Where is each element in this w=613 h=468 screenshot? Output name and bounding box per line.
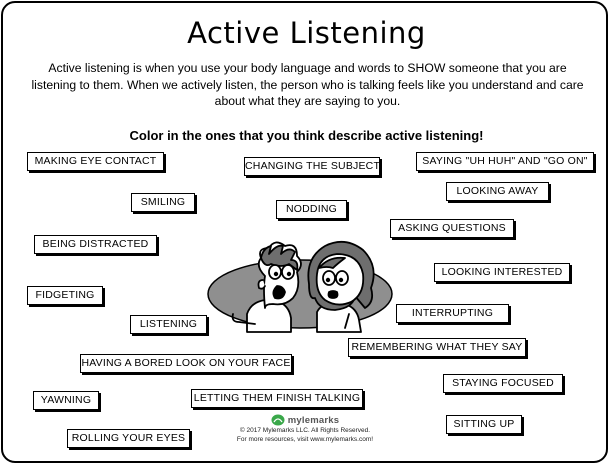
tag-making-eye-contact[interactable]: MAKING EYE CONTACT — [27, 152, 164, 171]
tag-looking-interested[interactable]: LOOKING INTERESTED — [434, 263, 570, 282]
tag-staying-focused[interactable]: STAYING FOCUSED — [443, 374, 563, 393]
resources-link[interactable]: For more resources, visit www.mylemarks.com! — [236, 436, 374, 443]
tag-asking-questions[interactable]: ASKING QUESTIONS — [390, 219, 514, 238]
tag-interrupting[interactable]: INTERRUPTING — [396, 304, 509, 323]
logo-icon — [271, 414, 285, 426]
tag-being-distracted[interactable]: BEING DISTRACTED — [34, 235, 157, 254]
tag-remembering-what-they-say[interactable]: REMEMBERING WHAT THEY SAY — [348, 338, 526, 357]
tag-rolling-your-eyes[interactable]: ROLLING YOUR EYES — [67, 429, 190, 448]
copyright-text: © 2017 Mylemarks LLC. All Rights Reserved. — [239, 427, 371, 434]
instruction-text: Color in the ones that you think describe active listening! — [129, 128, 484, 143]
intro-paragraph: Active listening is when you use your body language and words to SHOW someone that you are listening to them. When we actively listen, the person who is talking feels like you understand and care about what they are saying to you. — [31, 61, 584, 108]
kids-talking-illustration — [205, 228, 395, 340]
mylemarks-logo — [220, 414, 390, 426]
tag-smiling[interactable]: SMILING — [131, 193, 195, 212]
tag-saying-uh-huh[interactable]: SAYING "UH HUH" AND "GO ON" — [416, 152, 594, 171]
footer — [220, 414, 390, 444]
page-title: Active Listening — [187, 16, 426, 50]
tag-bored-look[interactable]: HAVING A BORED LOOK ON YOUR FACE — [80, 354, 292, 373]
tag-nodding[interactable]: NODDING — [276, 200, 347, 219]
logo-text: mylemarks — [287, 414, 340, 426]
tag-fidgeting[interactable]: FIDGETING — [27, 286, 103, 305]
tag-letting-them-finish-talking[interactable]: LETTING THEM FINISH TALKING — [191, 389, 363, 408]
tag-yawning[interactable]: YAWNING — [33, 391, 99, 410]
tag-sitting-up[interactable]: SITTING UP — [446, 415, 522, 434]
tag-looking-away[interactable]: LOOKING AWAY — [446, 182, 549, 201]
tag-listening[interactable]: LISTENING — [130, 315, 207, 334]
tag-changing-the-subject[interactable]: CHANGING THE SUBJECT — [244, 157, 380, 176]
